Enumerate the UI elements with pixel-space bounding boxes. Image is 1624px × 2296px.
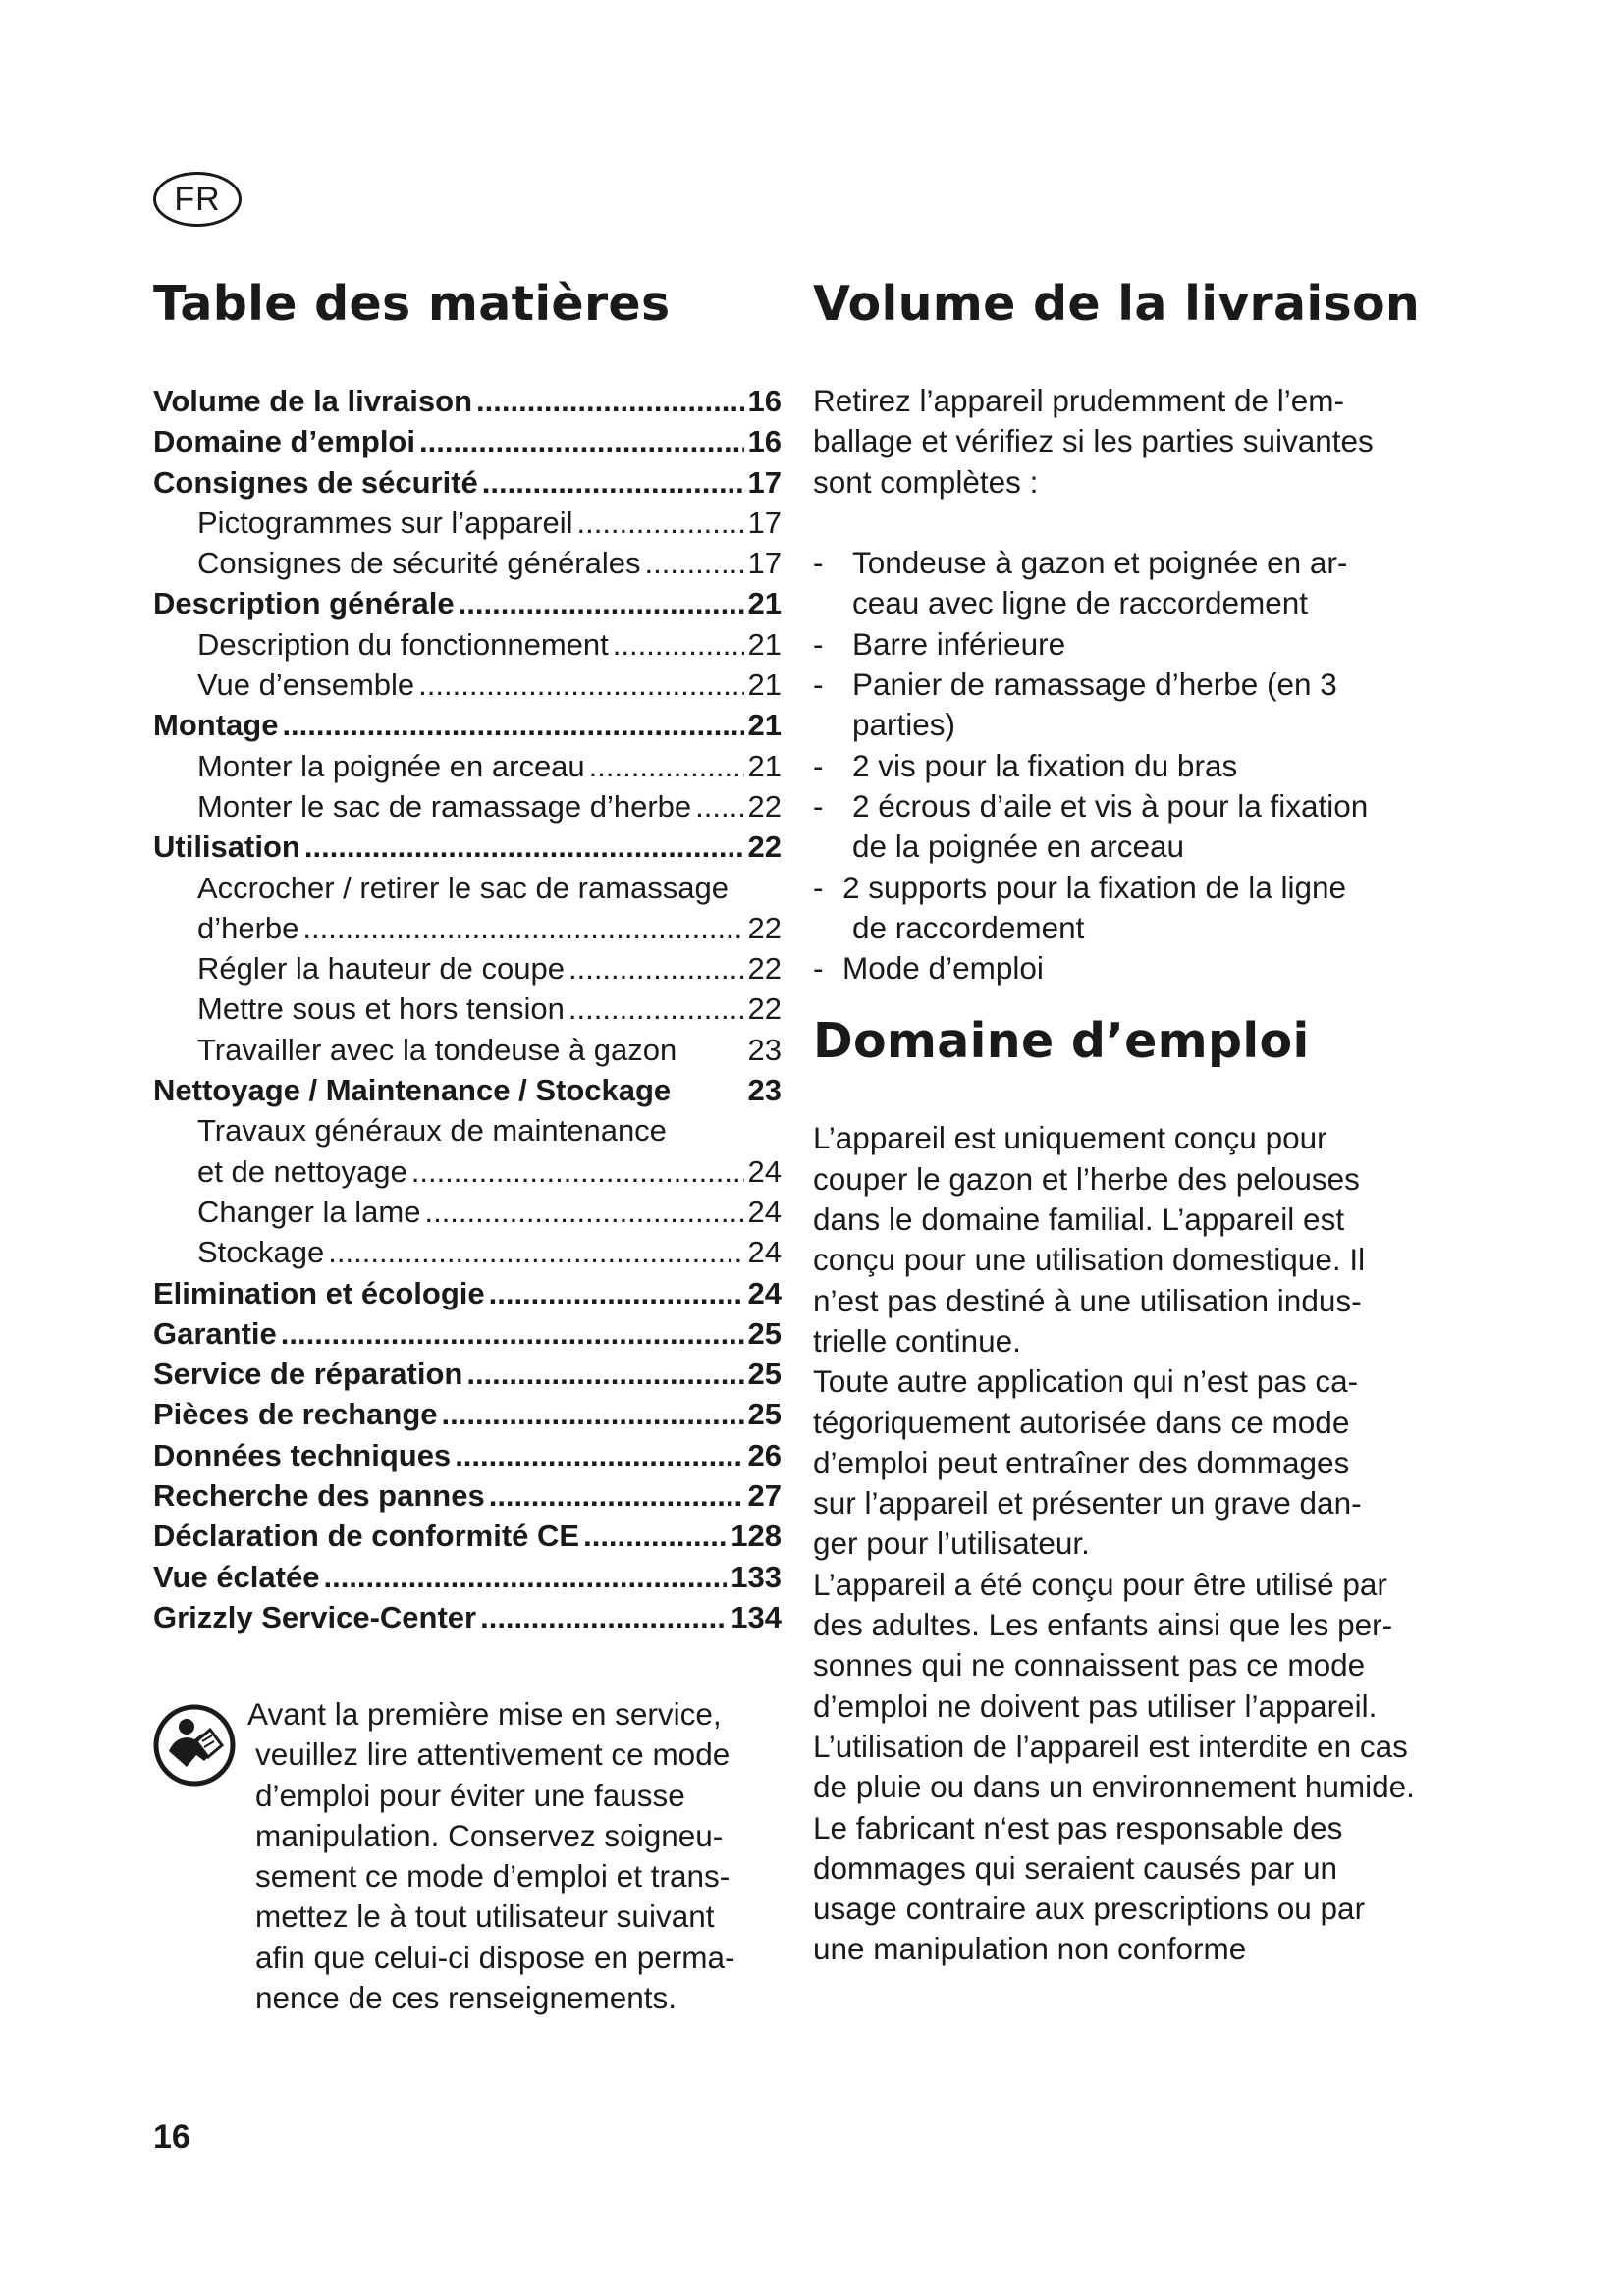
toc-entry[interactable]: Garantie ..... 25 xyxy=(153,1313,782,1354)
domaine-text: L’appareil est uniquement conçu pour couper le gazon et l’herbe des pelouses dans le domaine familial. L’appareil est conçu pour une utilisation domestique. Il n’est pas destiné à une utilisation indus- trielle continue. Toute autre application qui n’est pas ca- tégoriquement autorisée dans ce mode d’emploi peut entraîner des dommages sur l’appareil et présenter un grave dan- ger pour l’utilisateur. L’appareil a été conçu pour être utilisé par des adultes. Les enfants ainsi que les per- sonnes qui ne connaissent pas ce mode d’emploi ne doivent pas utiliser l’appareil. L’utilisation de l’appareil est interdite en cas de pluie ou dans un environnement humide. Le fabricant n‘est pas responsable des dommages qui seraient causés par un usage contraire aux prescriptions ou par une manipulation non conforme xyxy=(813,1120,1415,1967)
table-of-contents xyxy=(153,265,782,1637)
toc-subentry[interactable]: Monter le sac de ramassage d’herbe ..... 22 xyxy=(153,786,782,827)
list-item: - Tondeuse à gazon et poignée en ar- xyxy=(813,545,1348,581)
toc-subentry[interactable]: Stockage ..... 24 xyxy=(153,1232,782,1272)
read-manual-icon xyxy=(153,1704,236,1787)
list-item: de raccordement xyxy=(852,909,1085,945)
notice-line: afin que celui-ci dispose en perma- xyxy=(255,1939,735,1975)
toc-entry[interactable]: Utilisation ..... 22 xyxy=(153,827,782,867)
toc-subentry[interactable]: Accrocher / retirer le sac de ramassage xyxy=(197,870,729,905)
notice-text xyxy=(247,1694,797,2018)
toc-subentry[interactable]: Régler la hauteur de coupe ..... 22 xyxy=(153,948,782,988)
notice-line: sement ce mode d’emploi et trans- xyxy=(255,1858,731,1895)
page-number: 16 xyxy=(153,2118,190,2156)
notice-line: manipulation. Conservez soigneu- xyxy=(255,1817,724,1853)
toc-entry[interactable]: Vue éclatée ..... 133 xyxy=(153,1557,782,1597)
toc-subentry[interactable]: Vue d’ensemble ..... 21 xyxy=(153,665,782,705)
toc-subentry[interactable]: Monter la poignée en arceau ..... 21 xyxy=(153,746,782,786)
domaine-title: Domaine d’emploi xyxy=(813,1013,1310,1070)
list-item: - Panier de ramassage d’herbe (en 3 xyxy=(813,667,1337,703)
notice-line: d’emploi pour éviter une fausse xyxy=(255,1777,685,1813)
notice-line: nence de ces renseignements. xyxy=(255,1980,677,2016)
toc-subentry[interactable]: Travailler avec la tondeuse à gazon 23 xyxy=(197,1032,782,1067)
toc-subentry[interactable]: et de nettoyage ..... 24 xyxy=(153,1151,782,1192)
language-badge: FR xyxy=(153,172,242,227)
toc-entry[interactable]: Recherche des pannes ..... 27 xyxy=(153,1475,782,1516)
toc-entry[interactable]: Montage ..... 21 xyxy=(153,705,782,745)
list-item: - Mode d’emploi xyxy=(813,950,1044,987)
livraison-title: Volume de la livraison xyxy=(813,276,1421,332)
notice-line: Avant la première mise en service, xyxy=(247,1696,722,1732)
list-item: de la poignée en arceau xyxy=(852,828,1185,865)
toc-subentry[interactable]: d’herbe ..... 22 xyxy=(153,908,782,948)
toc-subentry[interactable]: Pictogrammes sur l’appareil ..... 17 xyxy=(153,503,782,543)
list-item: - 2 écrous d’aile et vis à pour la fixation xyxy=(813,787,1369,824)
list-item: - Barre inférieure xyxy=(813,625,1066,662)
toc-subentry[interactable]: Travaux généraux de maintenance xyxy=(197,1113,667,1148)
toc-entry[interactable]: Elimination et écologie ..... 24 xyxy=(153,1273,782,1313)
toc-entry[interactable]: Déclaration de conformité CE ..... 128 xyxy=(153,1516,782,1556)
toc-entry[interactable]: Données techniques ..... 26 xyxy=(153,1435,782,1475)
toc-entry[interactable]: Service de réparation ..... 25 xyxy=(153,1354,782,1394)
list-item: - 2 supports pour la fixation de la ligne xyxy=(813,869,1347,905)
toc-entry[interactable]: Pièces de rechange ..... 25 xyxy=(153,1394,782,1434)
toc-subentry[interactable]: Consignes de sécurité générales ..... 17 xyxy=(153,543,782,583)
toc-title: Table des matières xyxy=(153,276,671,332)
content-column xyxy=(813,265,1481,1970)
toc-subentry[interactable]: Mettre sous et hors tension ..... 22 xyxy=(153,988,782,1029)
toc-entry[interactable]: Description générale ..... 21 xyxy=(153,583,782,623)
toc-entry[interactable]: Domaine d’emploi ..... 16 xyxy=(153,421,782,461)
delivery-items-list xyxy=(813,543,1481,988)
notice-line: veuillez lire attentivement ce mode xyxy=(255,1736,731,1773)
toc-subentry[interactable]: Changer la lame ..... 24 xyxy=(153,1192,782,1232)
list-item: - 2 vis pour la fixation du bras xyxy=(813,747,1238,783)
toc-entry[interactable]: Nettoyage / Maintenance / Stockage 23 xyxy=(153,1073,782,1108)
notice-line: mettez le à tout utilisateur suivant xyxy=(255,1898,715,1935)
toc-entry[interactable]: Volume de la livraison ..... 16 xyxy=(153,381,782,421)
toc-subentry[interactable]: Description du fonctionnement ..... 21 xyxy=(153,624,782,665)
toc-entry[interactable]: Grizzly Service-Center ..... 134 xyxy=(153,1597,782,1637)
livraison-intro: Retirez l’appareil prudemment de l’em- ballage et vérifiez si les parties suivantes sont complètes : xyxy=(813,383,1374,500)
list-item: parties) xyxy=(852,707,956,743)
list-item: ceau avec ligne de raccordement xyxy=(852,585,1309,621)
toc-list xyxy=(153,381,782,1637)
toc-entry[interactable]: Consignes de sécurité ..... 17 xyxy=(153,462,782,503)
